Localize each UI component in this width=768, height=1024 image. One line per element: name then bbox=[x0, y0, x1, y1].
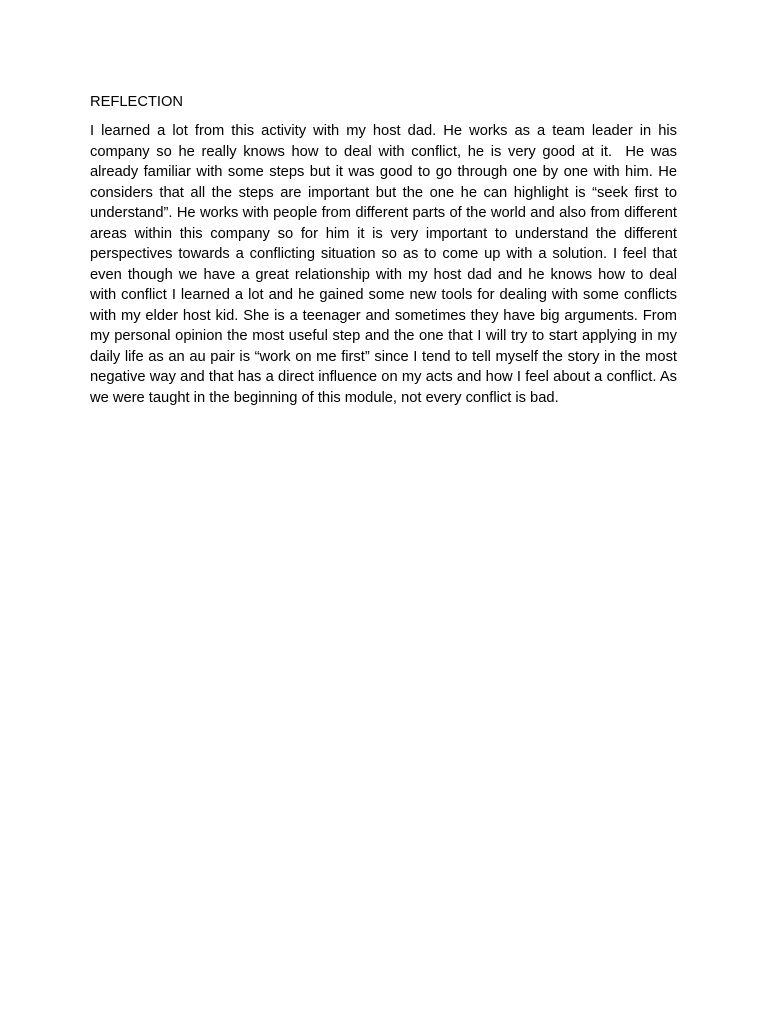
reflection-paragraph: I learned a lot from this activity with my host dad. He works as a team leader in his company so he really knows how to deal with conflict, he is very good at it. He was already familiar with some steps but it was good to go through one by one with him. He considers that all the steps are important but the one he can highlight is “seek first to understand”. He works with people from different parts of the world and also from different areas within this company so for him it is very important to understand the different perspectives towards a conflicting situation so as to come up with a solution. I feel that even though we have a great relationship with my host dad and he knows how to deal with conflict I learned a lot and he gained some new tools for dealing with some conflicts with my elder host kid. She is a teenager and sometimes they have big arguments. From my personal opinion the most useful step and the one that I will try to start applying in my daily life as an au pair is “work on me first” since I tend to tell myself the story in the most negative way and that has a direct influence on my acts and how I feel about a conflict. As we were taught in the beginning of this module, not every conflict is bad. bbox=[90, 123, 682, 406]
document-content bbox=[90, 92, 682, 408]
document-heading: REFLECTION bbox=[90, 94, 184, 110]
